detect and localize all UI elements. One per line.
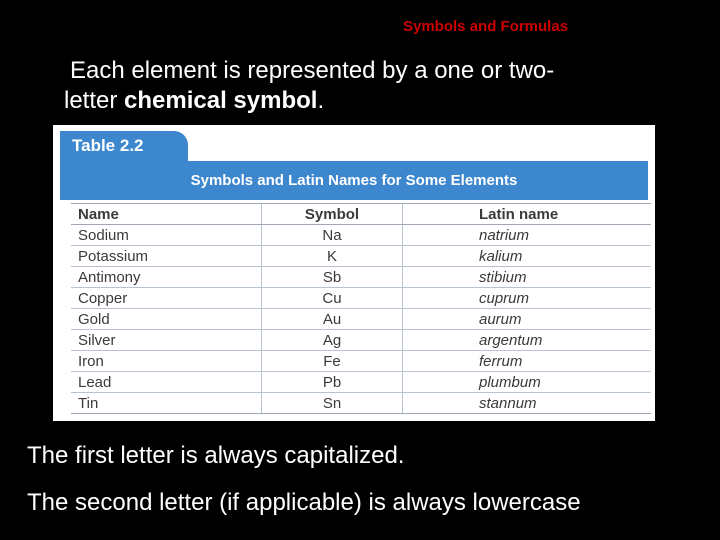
table-header-row xyxy=(71,204,651,225)
table-row xyxy=(71,330,651,351)
element-table-figure xyxy=(53,125,655,421)
element-name: Tin xyxy=(71,393,262,414)
element-name: Antimony xyxy=(71,267,262,288)
chemical-symbol-term: chemical symbol xyxy=(124,87,318,114)
header-name: Name xyxy=(71,204,262,225)
header-symbol: Symbol xyxy=(262,204,403,225)
table-row xyxy=(71,225,651,246)
table-row xyxy=(71,309,651,330)
table-row xyxy=(71,393,651,414)
element-latin-name: stannum xyxy=(403,393,652,414)
table-row xyxy=(71,288,651,309)
table-row xyxy=(71,372,651,393)
element-latin-name: aurum xyxy=(403,309,652,330)
element-latin-name: argentum xyxy=(403,330,652,351)
intro-text xyxy=(64,56,674,116)
element-name: Lead xyxy=(71,372,262,393)
note-lowercase: The second letter (if applicable) is always lowercase xyxy=(27,489,581,516)
element-symbol: Cu xyxy=(262,288,403,309)
table-row xyxy=(71,267,651,288)
element-symbol: Au xyxy=(262,309,403,330)
header-latin-name: Latin name xyxy=(403,204,652,225)
element-latin-name: cuprum xyxy=(403,288,652,309)
intro-line-2 xyxy=(64,86,674,116)
element-name: Gold xyxy=(71,309,262,330)
element-name: Copper xyxy=(71,288,262,309)
table-caption: Symbols and Latin Names for Some Elements xyxy=(60,161,648,200)
element-latin-name: plumbum xyxy=(403,372,652,393)
element-table xyxy=(71,203,651,414)
element-symbol: K xyxy=(262,246,403,267)
element-name: Sodium xyxy=(71,225,262,246)
element-latin-name: kalium xyxy=(403,246,652,267)
intro-period: . xyxy=(317,87,325,114)
element-symbol: Na xyxy=(262,225,403,246)
note-capitalized: The first letter is always capitalized. xyxy=(27,442,405,469)
intro-line-1: Each element is represented by a one or two- xyxy=(70,57,555,84)
intro-line-2-start: letter xyxy=(64,87,125,114)
element-latin-name: stibium xyxy=(403,267,652,288)
element-latin-name: natrium xyxy=(403,225,652,246)
element-latin-name: ferrum xyxy=(403,351,652,372)
element-symbol: Sb xyxy=(262,267,403,288)
element-symbol: Ag xyxy=(262,330,403,351)
element-name: Silver xyxy=(71,330,262,351)
table-row xyxy=(71,246,651,267)
slide-title: Symbols and Formulas xyxy=(403,18,569,35)
element-symbol: Fe xyxy=(262,351,403,372)
element-name: Potassium xyxy=(71,246,262,267)
table-row xyxy=(71,351,651,372)
element-name: Iron xyxy=(71,351,262,372)
element-symbol: Sn xyxy=(262,393,403,414)
element-symbol: Pb xyxy=(262,372,403,393)
table-tab-label: Table 2.2 xyxy=(60,131,188,161)
